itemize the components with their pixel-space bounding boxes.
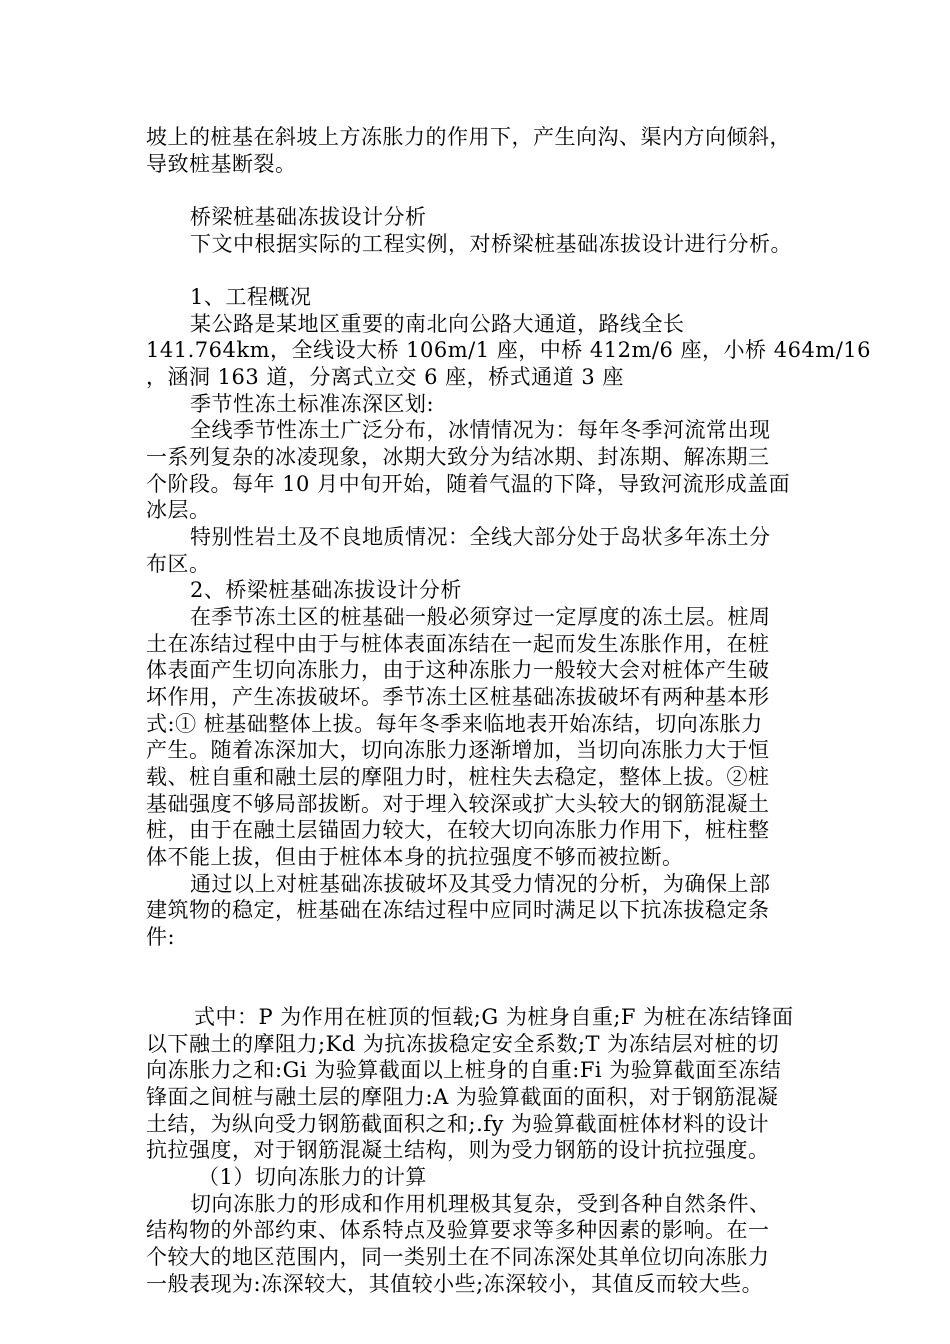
section-heading: 1、工程概况	[190, 285, 312, 309]
section-heading: （1）切向冻胀力的计算	[198, 1165, 427, 1189]
text-line: 建筑物的稳定，桩基础在冻结过程中应同时满足以下抗冻拔稳定条	[146, 898, 770, 922]
text-line: ，涵洞 163 道，分离式立交 6 座，桥式通道 3 座	[146, 365, 624, 389]
text-line: 式:① 桩基础整体上拔。每年冬季来临地表开始冻结，切向冻胀力	[146, 712, 763, 736]
section-heading: 2、桥梁桩基础冻拔设计分析	[190, 578, 462, 602]
text-line: 特别性岩土及不良地质情况：全线大部分处于岛状多年冻土分	[190, 525, 771, 549]
text-line: 体表面产生切向冻胀力，由于这种冻胀力一般较大会对桩体产生破	[146, 658, 770, 682]
text-line: 件:	[146, 925, 176, 949]
text-line: 布区。	[146, 552, 211, 576]
text-line: 锋面之间桩与融土层的摩阻力:A 为验算截面的面积，对于钢筋混凝	[146, 1085, 779, 1109]
text-line: 切向冻胀力的形成和作用机理极其复杂，受到各种自然条件、	[190, 1192, 771, 1216]
text-line: 141.764km，全线设大桥 106m/1 座，中桥 412m/6 座，小桥 464m/16	[146, 338, 872, 362]
text-line: 一般表现为:冻深较大，其值较小些;冻深较小，其值反而较大些。	[146, 1272, 764, 1296]
text-line: 抗拉强度，对于钢筋混凝土结构，则为受力钢筋的设计抗拉强度。	[146, 1138, 770, 1162]
text-line: 冰层。	[146, 498, 211, 522]
text-line: 坡上的桩基在斜坡上方冻胀力的作用下，产生向沟、渠内方向倾斜，	[146, 125, 791, 149]
text-line: 向冻胀力之和:Gi 为验算截面以上桩身的自重:Fi 为验算截面至冻结	[146, 1058, 782, 1082]
text-line: 体不能上拔，但由于桩体本身的抗拉强度不够而被拉断。	[146, 845, 684, 869]
text-line: 结构物的外部约束、体系特点及验算要求等多种因素的影响。在一	[146, 1218, 770, 1242]
text-line: 以下融土的摩阻力;Kd 为抗冻拔稳定安全系数;T 为冻结层对桩的切	[146, 1032, 780, 1056]
text-line: 全线季节性冻土广泛分布，冰情情况为：每年冬季河流常出现	[190, 418, 771, 442]
text-line: 土结，为纵向受力钢筋截面积之和;.fy 为验算截面桩体材料的设计	[146, 1112, 770, 1136]
text-line: 一系列复杂的冰凌现象，冰期大致分为结冰期、封冻期、解冻期三	[146, 445, 770, 469]
text-line: 载、桩自重和融土层的摩阻力时，桩柱失去稳定，整体上拔。②桩	[146, 765, 770, 789]
text-line: 个较大的地区范围内，同一类别土在不同冻深处其单位切向冻胀力	[146, 1245, 770, 1269]
text-line: 式中：P 为作用在桩顶的恒载;G 为桩身自重;F 为桩在冻结锋面	[194, 1005, 794, 1029]
text-line: 土在冻结过程中由于与桩体表面冻结在一起而发生冻胀作用，在桩	[146, 632, 770, 656]
text-line: 坏作用，产生冻拔破坏。季节冻土区桩基础冻拔破坏有两种基本形	[146, 685, 770, 709]
text-line: 下文中根据实际的工程实例，对桥梁桩基础冻拔设计进行分析。	[190, 232, 792, 256]
text-line: 季节性冻土标准冻深区划:	[190, 392, 435, 416]
section-heading: 桥梁桩基础冻拔设计分析	[190, 205, 427, 229]
text-line: 通过以上对桩基础冻拔破坏及其受力情况的分析，为确保上部	[190, 872, 771, 896]
text-line: 个阶段。每年 10 月中旬开始，随着气温的下降，导致河流形成盖面	[146, 472, 791, 496]
text-line: 产生。随着冻深加大，切向冻胀力逐渐增加，当切向冻胀力大于恒	[146, 738, 770, 762]
text-line: 基础强度不够局部拔断。对于埋入较深或扩大头较大的钢筋混凝土	[146, 792, 770, 816]
text-line: 在季节冻土区的桩基础一般必须穿过一定厚度的冻土层。桩周	[190, 605, 771, 629]
text-line: 导致桩基断裂。	[146, 152, 297, 176]
text-line: 桩，由于在融土层锚固力较大，在较大切向冻胀力作用下，桩柱整	[146, 818, 770, 842]
text-line: 某公路是某地区重要的南北向公路大通道，路线全长	[190, 312, 685, 336]
